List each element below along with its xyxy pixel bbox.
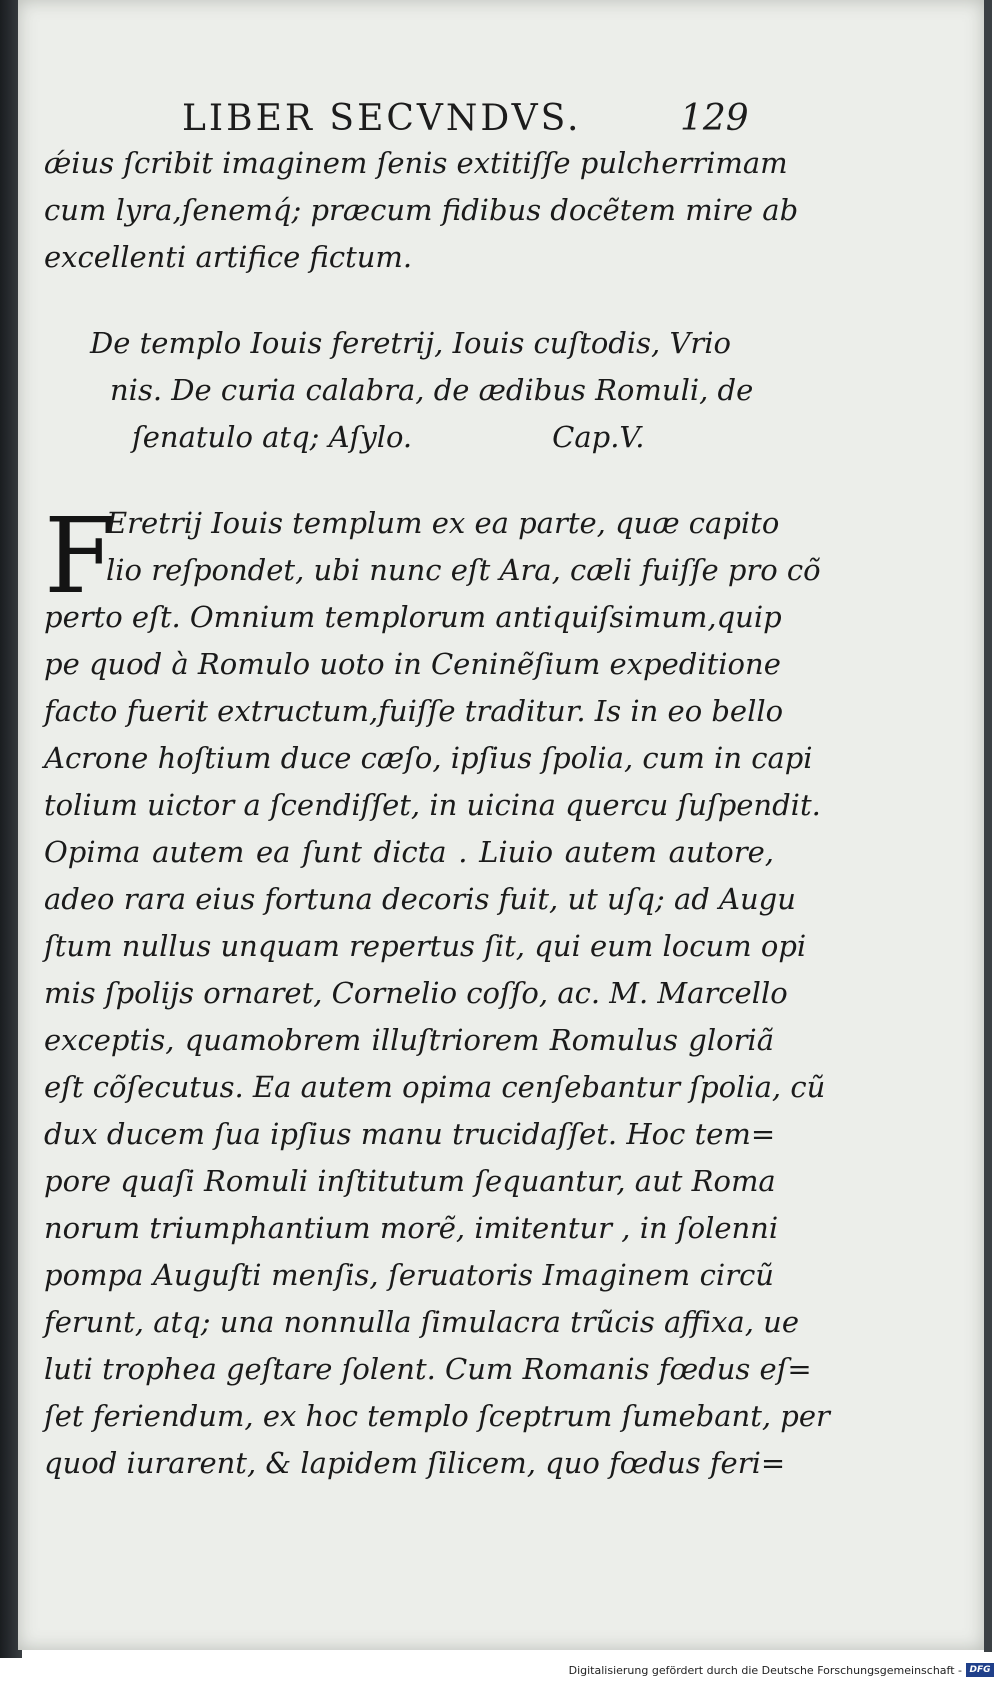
page-right-edge — [984, 0, 992, 1652]
body-line: pore quaſi Romuli inſtitutum ſequantur, aut Roma — [44, 1164, 776, 1198]
text-line: cum lyra,ſenemq́; præcum fidibus docẽtem mire ab — [44, 193, 799, 227]
body-line: Opima autem ea ſunt dicta . Liuio autem autore, — [44, 835, 774, 869]
chapter-heading — [44, 320, 774, 461]
page-number: 129 — [680, 98, 749, 139]
body-line: quod iurarent, & lapidem ſilicem, quo fœdus feri= — [44, 1446, 786, 1480]
body-line: dux ducem ſua ipſius manu trucidaſſet. Hoc tem= — [44, 1117, 776, 1151]
text-line: excellenti artifice fictum. — [44, 240, 413, 274]
body-line: ſtum nullus unquam repertus ſit, qui eum locum opi — [44, 929, 807, 963]
body-line: norum triumphantium morẽ, imitentur , in ſolenni — [44, 1211, 779, 1245]
body-line: luti trophea geſtare ſolent. Cum Romanis fœdus eſ= — [44, 1352, 812, 1386]
body-line: exceptis, quamobrem illuſtriorem Romulus gloriã — [44, 1023, 774, 1057]
body-line: pe quod à Romulo uoto in Ceninẽſium expeditione — [44, 647, 781, 681]
funding-credit: Digitalisierung gefördert durch die Deutsche Forschungsgemeinschaft - — [568, 1664, 962, 1677]
body-line: ſet feriendum, ex hoc templo ſceptrum ſumebant, per — [44, 1399, 830, 1433]
chapter-title-line-last — [44, 414, 774, 461]
chapter-title-line: nis. De curia calabra, de ædibus Romuli, de — [110, 373, 754, 407]
body-line: lio reſpondet, ubi nunc eſt Ara, cæli fuiſſe pro cõ — [106, 553, 821, 587]
body-line: pompa Auguſti menſis, ſeruatoris Imaginem circũ — [44, 1258, 774, 1292]
chapter-body — [44, 495, 830, 1487]
body-line: Acrone hoſtium duce cæſo, ipſius ſpolia, cum in capi — [44, 741, 813, 775]
digitization-footer — [0, 1658, 1000, 1686]
dfg-logo-icon: DFG — [966, 1663, 994, 1677]
running-head: LIBER SECVNDVS. — [182, 98, 582, 139]
body-line: adeo rara eius fortuna decoris fuit, ut uſq; ad Augu — [44, 882, 796, 916]
chapter-title-text: ſenatulo atq; Aſylo. — [132, 420, 413, 454]
chapter-title-line: De templo Iouis feretrij, Iouis cuſtodis, Vrio — [90, 326, 732, 360]
drop-cap-initial: F — [44, 495, 117, 617]
body-line: Eretrij Iouis templum ex ea parte, quæ capito — [106, 506, 780, 540]
body-line: ferunt, atq; una nonnulla ſimulacra trũcis affixa, ue — [44, 1305, 799, 1339]
body-line: mis ſpolijs ornaret, Cornelio coſſo, ac. M. Marcello — [44, 976, 788, 1010]
body-line: perto eſt. Omnium templorum antiquiſsimum,quip — [44, 600, 782, 634]
body-line: tolium uictor a ſcendiſſet, in uicina quercu ſuſpendit. — [44, 788, 821, 822]
opening-paragraph — [44, 140, 799, 281]
body-line: eſt cõſecutus. Ea autem opima cenſebantur ſpolia, cũ — [44, 1070, 826, 1104]
chapter-label: Cap.V. — [552, 420, 645, 454]
text-line: ǽius ſcribit imaginem ſenis extitiſſe pulcherrimam — [44, 146, 788, 180]
body-line: facto fuerit extructum,fuiſſe traditur. Is in eo bello — [44, 694, 784, 728]
